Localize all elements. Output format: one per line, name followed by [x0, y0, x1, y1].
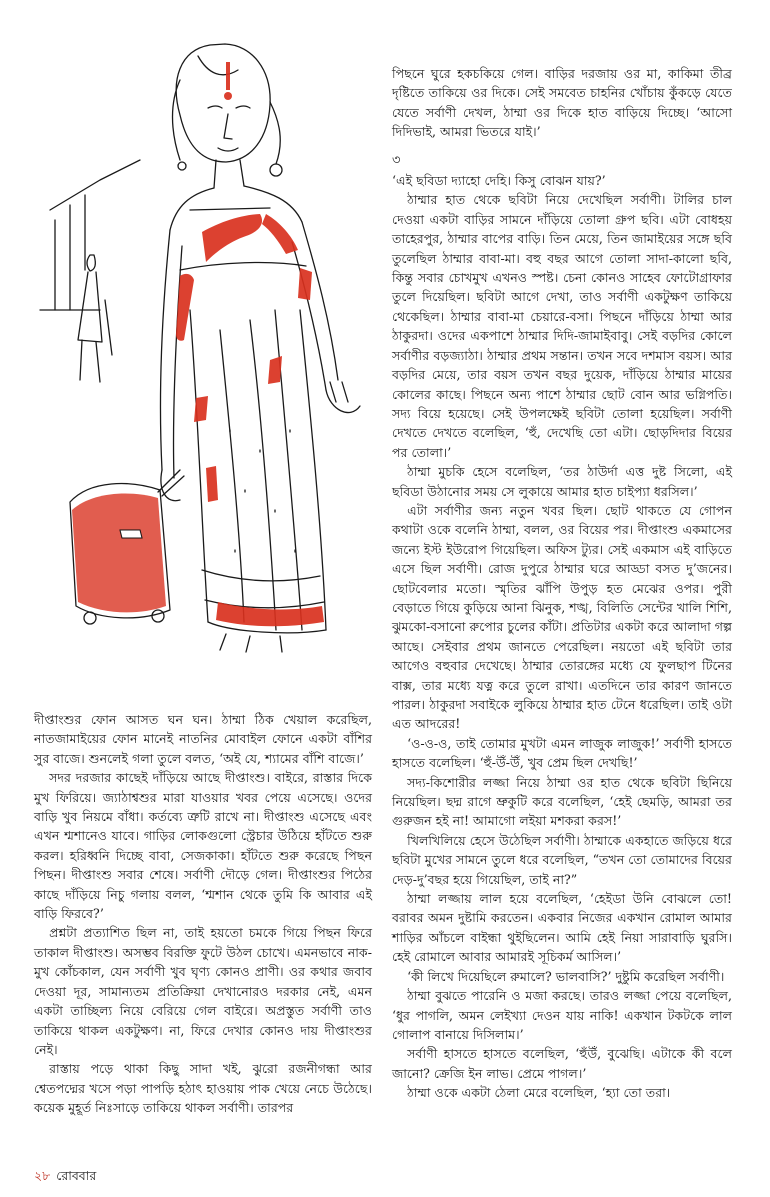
paragraph: সদ্য-কিশোরীর লজ্জা নিয়ে ঠাম্মা ওর হাত থেকে ছবিটা ছিনিয়ে নিয়েছিল। ছদ্ম রাগে ভ্রুকুটি করে বলেছিল, ‘হেই ছেমড়ি, আমরা তর গুরুজন হই না! আমাগো লইয়া মশকরা করস!’: [392, 774, 732, 829]
paragraph: ঠাম্মা বুঝতে পারেনি ও মজা করছে। তারও লজ্জা পেয়ে বলেছিল, ‘ধুর পাগলি, অমন লেইখ্যা দেওন যায় নাকি! একখান টকটকে লাল গোলাপ বানায়ে দিসিলাম।’: [392, 988, 732, 1042]
paragraph: ‘কী লিখে দিয়েছিলে রুমালে? ভালবাসি?’ দুষ্টুমি করেছিল সর্বাণী।: [407, 968, 725, 984]
paragraph: খিলখিলিয়ে হেসে উঠেছিল সর্বাণী। ঠাম্মাকে একহাতে জড়িয়ে ধরে ছবিটা মুখের সামনে তুলে ধরে বলেছিল, “তখন তো তোমাদের বিয়ের দেড়-দু’বছর হয়ে গিয়েছিল, তাই না?”: [392, 832, 732, 887]
paragraph: ‘ও-ও-ও, তাই তোমার মুখটা এমন লাজুক লাজুক!’ সর্বাণী হাসতে হাসতে বলেছিল। ‘হুঁ-উঁ-উঁ, খুব প্রেম ছিল দেখছি!’: [392, 735, 732, 771]
paragraph: রাস্তায় পড়ে থাকা কিছু সাদা খই, ঝুরো রজনীগন্ধা আর শ্বেতপদ্মের খসে পড়া পাপড়ি হঠাৎ হাওয়ায় পাক খেয়ে নেচে উঠেছে। কয়েক মুহূর্ত নিঃসাড়ে তাকিয়ে থাকল সর্বাণী। তারপর: [34, 1061, 372, 1116]
page-number: ২৮: [34, 1168, 51, 1183]
article-right-column: [392, 64, 732, 1103]
article-left-column: [34, 710, 372, 1118]
paragraph: ঠাম্মা ওকে একটা ঠেলা মেরে বলেছিল, ‘হ্যা তো তরা।: [407, 1085, 671, 1101]
paragraph: প্রশ্নটা প্রত্যাশিত ছিল না, তাই হয়তো চমকে গিয়ে পিছন ফিরে তাকাল দীপ্তাংশু। অসম্ভব বিরক্তি ফুটে উঠল চোখে। এমনভাবে নাক-মুখ কোঁচকাল, যেন সর্বাণী খুব ঘৃণ্য কোনও প্রাণী। ওর কথার জবাব দেওয়া দূর, সামান্যতম প্রতিক্রিয়া দেখানোরও দরকার নেই, এমন একটা তাচ্ছিল্য নিয়ে বেরিয়ে গেল বাইরে। অপ্রস্তুত সর্বাণী তাও তাকিয়ে থাকল একটুক্ষণ। না, ফিরে দেখার কোনও দায় দীপ্তাংশুর নেই।: [34, 925, 372, 1057]
paragraph: দীপ্তাংশুর ফোন আসত ঘন ঘন। ঠাম্মা ঠিক খেয়াল করেছিল, নাতজামাইয়ের ফোন মানেই নাতনির মোবাইল ফোনে একটা বাঁশির সুর বাজে। শুনলেই গলা তুলে বলত, ‘অই যে, শ্যামের বাঁশি বাজে।’: [34, 712, 372, 766]
paragraph: সর্বাণী হাসতে হাসতে বলেছিল, ‘হুঁউঁ, বুঝেছি। এটাকে কী বলে জানো? ক্রেজি ইন লাভ। প্রেমে পাগল।’: [392, 1046, 732, 1081]
paragraph: ঠাম্মার হাত থেকে ছবিটা নিয়ে দেখেছিল সর্বাণী। টালির চাল দেওয়া একটা বাড়ির সামনে দাঁড়িয়ে তোলা গ্রুপ ছবি। এটা বোধহয় তাহেরপুর, ঠাম্মার বাপের বাড়ি। তিন মেয়ে, তিন জামাইয়ের সঙ্গে ছবি তুলেছিল ঠাম্মার বাবা-মা। বহু বছর আগে তোলা সাদা-কালো ছবি, কিন্তু সবার চোখমুখ এখনও স্পষ্ট। চেনা কোনও সাহেব ফোটোগ্রাফার তুলে দিয়েছিল। ছবিটা আগে দেখা, তাও সর্বাণী একটুক্ষণ তাকিয়ে থেকেছিল। ঠাম্মার বাবা-মা চেয়ারে-বসা। পিছনে দাঁড়িয়ে ঠাম্মা আর ঠাকুরদা। ওদের একপাশে ঠাম্মার দিদি-জামাইবাবু। সেই বড়দির কোলে সর্বাণীর বড়জ্যাঠা। ঠাম্মার প্রথম সন্তান। তখন সবে দশমাস বয়স। আর বড়দির মেয়ে, তার বয়স তখন বছর দুয়েক, দাঁড়িয়ে ঠাম্মার মায়ের কোলের কাছে। পিছনে অন্য পাশে ঠাম্মার ছোট বোন আর ভগ্নিপতি। সদ্য বিয়ে হয়েছে। সেই উপলক্ষেই ছবিটা তোলা হয়েছিল। সর্বাণী দেখতে দেখতে বলেছিল, ‘হুঁ, দেখেছি তো এটা। ছোড়দিদার বিয়ের পর তোলা।’: [392, 192, 732, 460]
magazine-name: রোববার: [56, 1168, 97, 1183]
paragraph: ঠাম্মা লজ্জায় লাল হয়ে বলেছিল, ‘হেইডা উনি বোঝলে তো! বরাবর অমন দুষ্টামি করতেন। একবার নিজের একখান রোমাল আমার শাড়ির আঁচলে বাইন্ধা থুইছিলেন। আমি হেই নিয়া সারাবাড়ি ঘুরসি। হেই রোমালে আবার আমারই সূচিকর্ম আসিল।’: [392, 891, 732, 965]
paragraph: এটা সর্বাণীর জন্য নতুন খবর ছিল। ছোট থাকতে যে গোপন কথাটা ওকে বলেনি ঠাম্মা, বলল, ওর বিয়ের পর। দীপ্তাংশু একমাসের জন্যে ইস্ট ইউরোপ গিয়েছিল। অফিস ট্যুর। সেই একমাস এই বাড়িতে এসে ছিল সর্বাণী। রোজ দুপুরে ঠাম্মার ঘরে আড্ডা বসত দু’জনের। ছোটবেলার মতো। স্মৃতির ঝাঁপি উপুড় হত মেঝের ওপর। পুরী বেড়াতে গিয়ে কুড়িয়ে আনা ঝিনুক, শঙ্খ, বিলিতি সেন্টের খালি শিশি, ঝুমকো-বসানো রুপোর চুলের কাঁটা। প্রতিটার একটা করে আলাদা গল্প আছে। সেইবার প্রথম জানতে পেরেছিল। নয়তো এই ছবিটা তার আগেও বহুবার দেখেছে। ঠাম্মার তোরঙ্গের মধ্যে যে ফুলছাপ টিনের বাক্স, তার মধ্যে যত্ন করে তুলে রাখা। এতদিনে তার কারণ জানতে পারল। ঠাকুরদা সবাইকে লুকিয়ে ঠাম্মার হাত টেনে ধরেছিল। তাই ওটা এত আদরের!: [392, 502, 732, 732]
paragraph: ‘এই ছবিডা দ্যাহো দেহি। কিসু বোঝন যায়?’: [392, 173, 606, 189]
paragraph: সদর দরজার কাছেই দাঁড়িয়ে আছে দীপ্তাংশু। বাইরে, রাস্তার দিকে মুখ ফিরিয়ে। জ্যাঠাশ্বশুর মারা যাওয়ার খবর পেয়ে এসেছে। ওদের বাড়ি খুব নিয়মে বাঁধা। কর্তব্যে ত্রুটি রাখে না। দীপ্তাংশু এসেছে এবং এখন শ্মশানেও যাবে। গাড়ির লোকগুলো স্ট্রেচার উঠিয়ে হাঁটতে শুরু করল। হরিধ্বনি দিচ্ছে বাবা, সেজকাকা। হাঁটতে শুরু করেছে পিছন পিছন। দীপ্তাংশু সবার শেষে। সর্বাণী দৌড়ে গেল। দীপ্তাংশুর পিঠের কাছে দাঁড়িয়ে নিচু গলায় বলল, ‘শ্মশান থেকে তুমি কি আবার এই বাড়ি ফিরবে?’: [34, 770, 372, 922]
woman-in-saree-illustration: [30, 10, 390, 700]
paragraph: ঠাম্মা মুচকি হেসে বলেছিল, ‘তর ঠাউর্দা এত্ত দুষ্ট সিলো, এই ছবিডা উঠানোর সময় সে লুকায়ে আমার হাত চাইপ্যা ধরসিল।’: [392, 464, 732, 499]
page-footer: [34, 1168, 96, 1188]
paragraph: পিছনে ঘুরে হকচকিয়ে গেল। বাড়ির দরজায় ওর মা, কাকিমা তীব্র দৃষ্টিতে তাকিয়ে ওর দিকে। সেই সমবেত চাহনির খোঁচায় কুঁকড়ে যেতে যেতে সর্বাণী দেখল, ঠাম্মা ওর দিকে হাত বাড়িয়ে দিচ্ছে। ‘আসো দিদিভাই, আমরা ভিতরে যাই।’: [392, 66, 732, 140]
section-number: ৩: [392, 152, 401, 168]
